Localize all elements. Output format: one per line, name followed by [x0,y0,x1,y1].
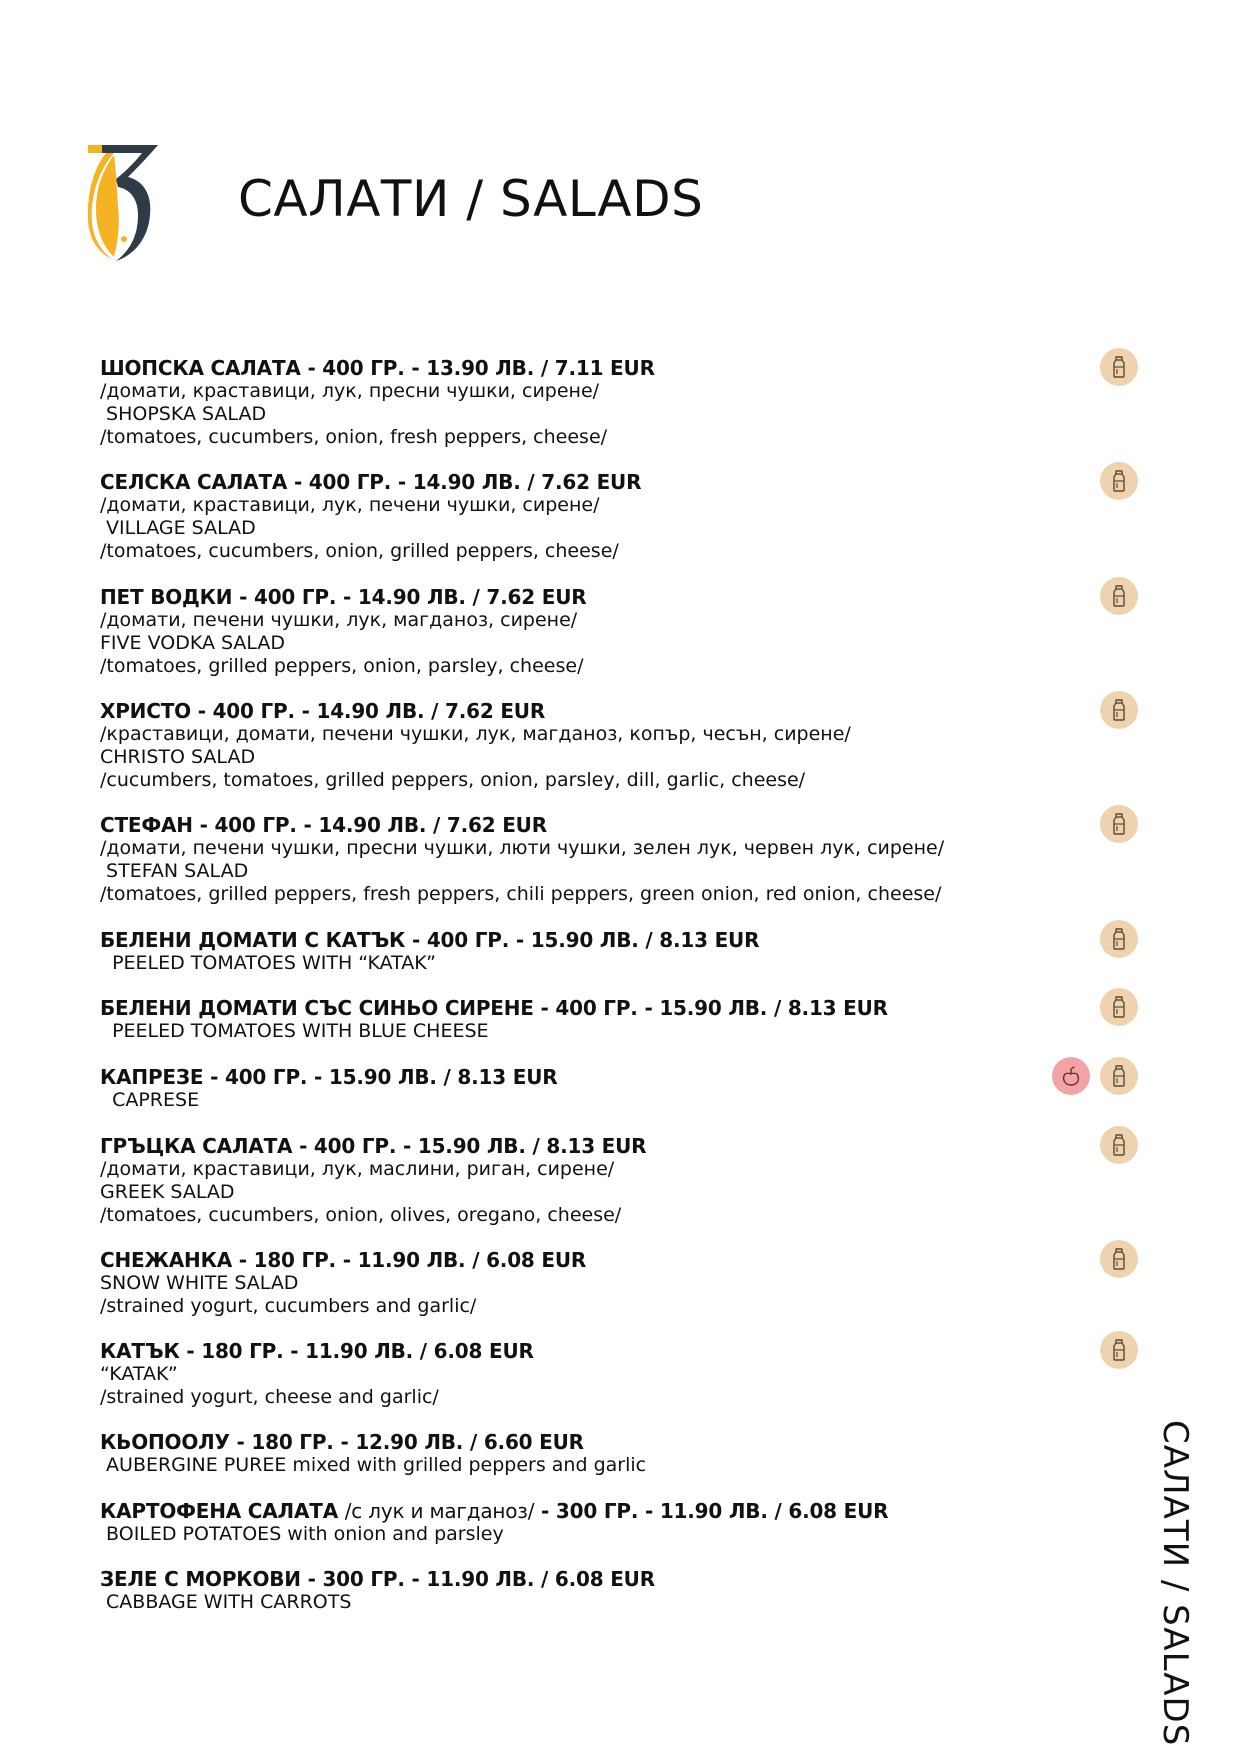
milk-bottle-icon [1100,920,1138,958]
page-title: САЛАТИ / SALADS [238,170,704,228]
menu-item [100,1134,1140,1227]
menu-item [100,1065,1140,1112]
menu-item-description: /домати, печени чушки, пресни чушки, люти чушки, зелен лук, червен лук, сирене/ [100,837,945,859]
menu-item-description: PEELED TOMATOES WITH BLUE CHEESE [100,1020,489,1042]
menu-item [100,1567,1140,1614]
menu-item [100,1430,1140,1477]
milk-bottle-icon [1100,1331,1138,1369]
menu-item-title: ШОПСКА САЛАТА - 400 ГР. - 13.90 ЛВ. / 7.11 EUR [100,356,655,380]
milk-bottle-icon [1100,577,1138,615]
menu-item [100,1499,1140,1546]
menu-item-description: GREEK SALAD [100,1181,235,1203]
milk-bottle-icon [1100,1240,1138,1278]
menu-item-description: /домати, печени чушки, лук, магданоз, сирене/ [100,609,578,631]
menu-item-description: BOILED POTATOES with onion and parsley [100,1523,504,1545]
menu-item-description: CABBAGE WITH CARROTS [100,1591,352,1613]
menu-item-description: /tomatoes, cucumbers, onion, grilled peppers, cheese/ [100,540,619,562]
tomato-icon [1052,1057,1090,1095]
menu-item-title: СЕЛСКА САЛАТА - 400 ГР. - 14.90 ЛВ. / 7.62 EUR [100,470,642,494]
menu-item-title: ГРЪЦКА САЛАТА - 400 ГР. - 15.90 ЛВ. / 8.13 EUR [100,1134,647,1158]
allergen-icons [1100,577,1138,615]
menu-item-title: СТЕФАН - 400 ГР. - 14.90 ЛВ. / 7.62 EUR [100,813,547,837]
menu-item-description: “KATAK” [100,1363,178,1385]
milk-bottle-icon [1100,1126,1138,1164]
menu-item-description: /tomatoes, grilled peppers, onion, parsley, cheese/ [100,655,584,677]
menu-item-title: СНЕЖАНКА - 180 ГР. - 11.90 ЛВ. / 6.08 EUR [100,1248,587,1272]
milk-bottle-icon [1100,462,1138,500]
side-section-label: САЛАТИ / SALADS [1155,1420,1195,1747]
menu-item [100,470,1140,563]
menu-item-description: AUBERGINE PUREE mixed with grilled peppers and garlic [100,1454,647,1476]
menu-item-description: CHRISTO SALAD [100,746,256,768]
menu-item-description: FIVE VODKA SALAD [100,632,286,654]
menu-item [100,356,1140,449]
menu-item-description: /домати, краставици, лук, маслини, риган, сирене/ [100,1158,615,1180]
menu-item-description: SNOW WHITE SALAD [100,1272,299,1294]
milk-bottle-icon [1100,805,1138,843]
allergen-icons [1100,1331,1138,1369]
menu-item-title: ХРИСТО - 400 ГР. - 14.90 ЛВ. / 7.62 EUR [100,699,546,723]
menu-item-description: /tomatoes, cucumbers, onion, olives, oregano, cheese/ [100,1204,622,1226]
menu-item-description: /домати, краставици, лук, пресни чушки, сирене/ [100,380,600,402]
menu-item-description: /tomatoes, grilled peppers, fresh peppers, chili peppers, green onion, red onion, cheese/ [100,883,942,905]
milk-bottle-icon [1100,348,1138,386]
allergen-icons [1100,462,1138,500]
menu-item-description: CAPRESE [100,1089,200,1111]
menu-item [100,1339,1140,1409]
menu-item-description: STEFAN SALAD [100,860,249,882]
menu-item [100,813,1140,906]
menu-item-title: КАПРЕЗЕ - 400 ГР. - 15.90 ЛВ. / 8.13 EUR [100,1065,558,1089]
allergen-icons [1100,920,1138,958]
milk-bottle-icon [1100,1057,1138,1095]
menu-item-description: PEELED TOMATOES WITH “KATAK” [100,952,437,974]
allergen-icons [1100,988,1138,1026]
menu-item-title: БЕЛЕНИ ДОМАТИ СЪС СИНЬО СИРЕНЕ - 400 ГР. - 15.90 ЛВ. / 8.13 EUR [100,996,888,1020]
menu-item-title: ЗЕЛЕ С МОРКОВИ - 300 ГР. - 11.90 ЛВ. / 6.08 EUR [100,1567,655,1591]
menu-item [100,699,1140,792]
menu-item [100,1248,1140,1318]
menu-item-description: SHOPSKA SALAD [100,403,267,425]
milk-bottle-icon [1100,691,1138,729]
menu-item-description: VILLAGE SALAD [100,517,256,539]
menu-item-title: БЕЛЕНИ ДОМАТИ С КАТЪК - 400 ГР. - 15.90 ЛВ. / 8.13 EUR [100,928,760,952]
menu-item-title: ПЕТ ВОДКИ - 400 ГР. - 14.90 ЛВ. / 7.62 EUR [100,585,587,609]
menu-item-description: /cucumbers, tomatoes, grilled peppers, onion, parsley, dill, garlic, cheese/ [100,769,806,791]
menu-item-title: КАРТОФЕНА САЛАТА /с лук и магданоз/ - 300 ГР. - 11.90 ЛВ. / 6.08 EUR [100,1499,889,1523]
menu-item-description: /tomatoes, cucumbers, onion, fresh peppers, cheese/ [100,426,608,448]
milk-bottle-icon [1100,988,1138,1026]
allergen-icons [1100,1126,1138,1164]
allergen-icons [1100,691,1138,729]
allergen-icons [1100,805,1138,843]
menu-item-title: КАТЪК - 180 ГР. - 11.90 ЛВ. / 6.08 EUR [100,1339,534,1363]
menu-item-description: /strained yogurt, cheese and garlic/ [100,1386,439,1408]
allergen-icons [1052,1057,1138,1095]
menu-item [100,928,1140,975]
menu-item-description: /домати, краставици, лук, печени чушки, сирене/ [100,494,600,516]
allergen-icons [1100,348,1138,386]
restaurant-logo [88,145,160,263]
allergen-icons [1100,1240,1138,1278]
menu-item-title: КЬОПООЛУ - 180 ГР. - 12.90 ЛВ. / 6.60 EUR [100,1430,584,1454]
menu-item-description: /краставици, домати, печени чушки, лук, магданоз, копър, чесън, сирене/ [100,723,851,745]
menu-item [100,996,1140,1043]
menu-item [100,585,1140,678]
menu-item-description: /strained yogurt, cucumbers and garlic/ [100,1295,477,1317]
